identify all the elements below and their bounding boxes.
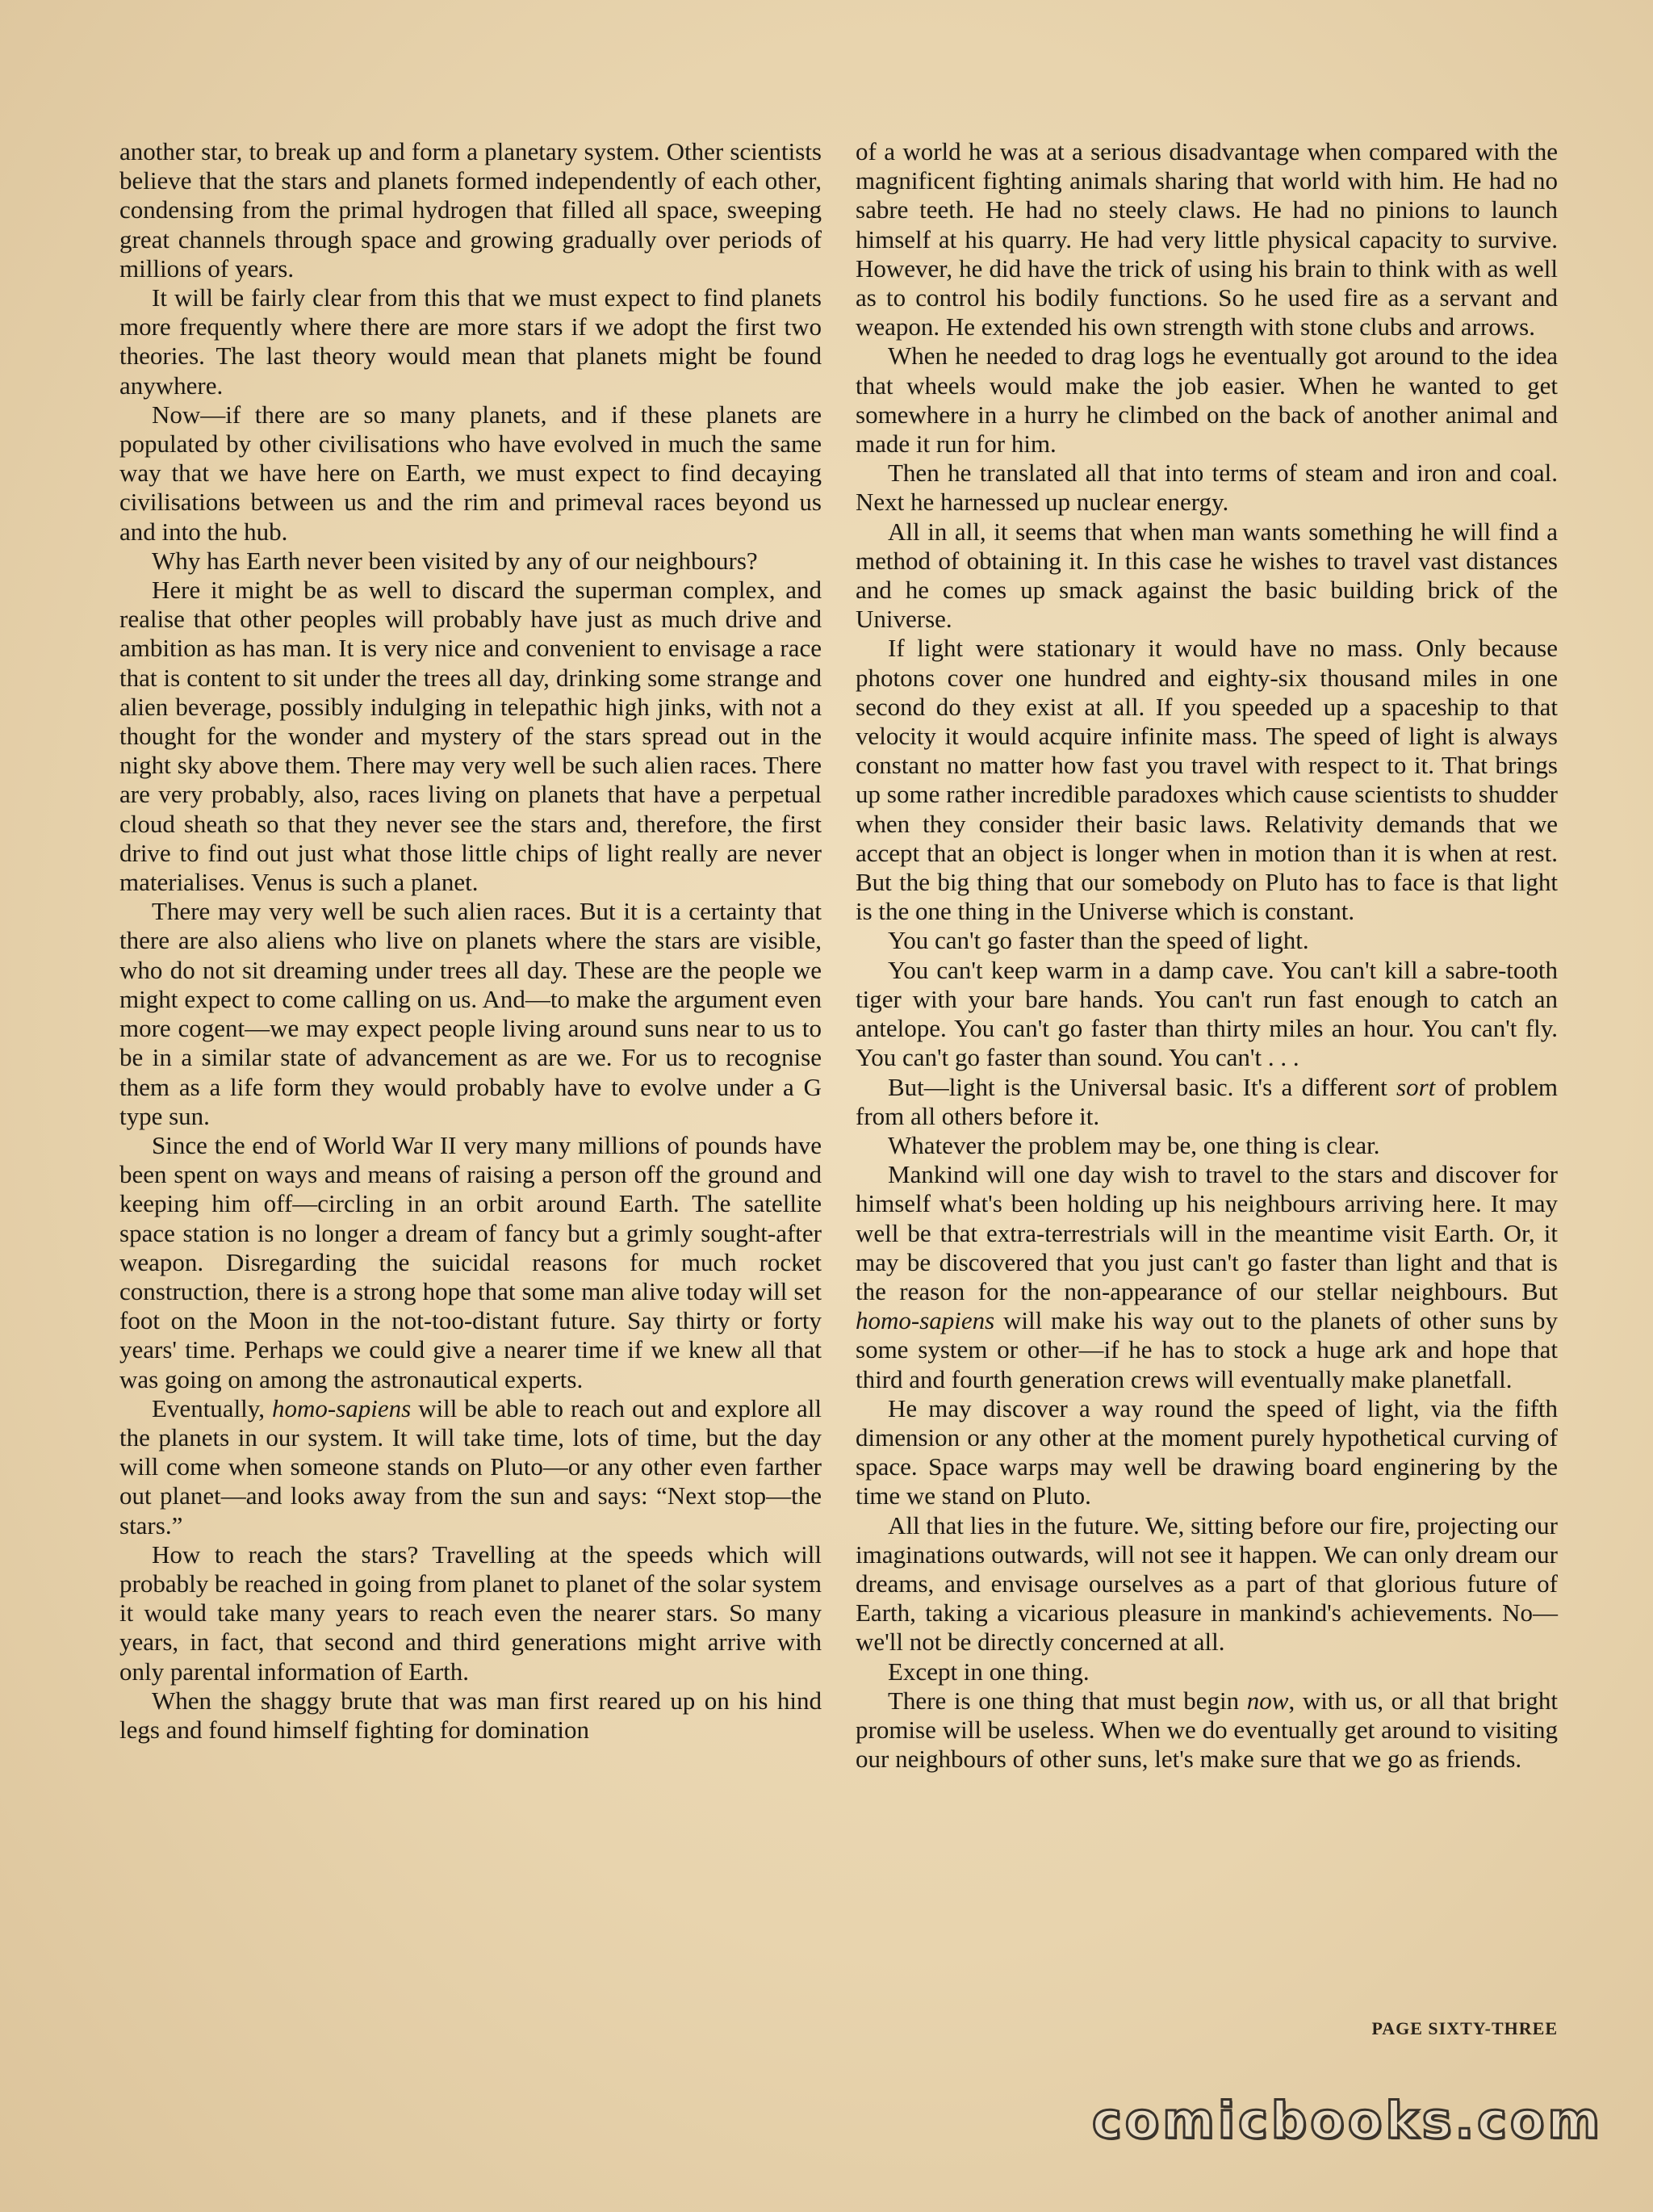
paragraph: How to reach the stars? Travelling at the speeds which will probably be reached in going from planet to planet of the solar system it would take many years to reach even the nearer stars. So many years, in fact, that second and third generations might arrive with only parental information of Earth. xyxy=(119,1540,822,1686)
paragraph: You can't keep warm in a damp cave. You can't kill a sabre-tooth tiger with your bare hands. You can't run fast enough to catch an antelope. You can't go faster than thirty miles an hour. You can't fly. You can't go faster than sound. You can't . . . xyxy=(856,955,1558,1072)
paragraph: Why has Earth never been visited by any of our neighbours? xyxy=(152,546,758,575)
text-run: of problem from all others before it. xyxy=(856,1072,1558,1130)
paragraph: There may very well be such alien races. But it is a certainty that there are also aliens who live on planets where the stars are visible, who do not sit dreaming under trees all day. These are the people we might expect to come calling on us. And—to make the argument even more cogent—we may expect people living around suns near to us to be in a similar state of advancement as are we. For us to recognise them as a life form they would probably have to evolve under a G type sun. xyxy=(119,897,822,1130)
paragraph: All in all, it seems that when man wants something he will find a method of obtaining it. In this case he wishes to travel vast distances and he comes up smack against the basic building brick of the Universe. xyxy=(856,517,1558,634)
emphasis-text: homo-sapiens xyxy=(271,1393,412,1422)
emphasis-text: homo-sapiens xyxy=(856,1306,995,1335)
paragraph: Whatever the problem may be, one thing is clear. xyxy=(888,1130,1380,1159)
page-number: PAGE SIXTY-THREE xyxy=(1371,2018,1558,2038)
paragraph: It will be fairly clear from this that we must expect to find planets more frequently where there are more stars if we adopt the first two theories. The last theory would mean that planets might be found anywhere. xyxy=(119,283,822,400)
paragraph xyxy=(856,1686,1558,1774)
text-run: Eventually, xyxy=(152,1393,272,1422)
paragraph: of a world he was at a serious disadvantage when compared with the magnificent fighting animals sharing that world with him. He had no sabre teeth. He had no steely claws. He had no pinions to launch himself at his quarry. He had very little physical capacity to survive. However, he did have the trick of using his brain to think with as well as to control his bodily functions. So he used fire as a servant and weapon. He extended his own strength with stone clubs and arrows. xyxy=(856,137,1558,341)
right-text-column xyxy=(856,137,1558,1774)
site-watermark: comicbooks.com xyxy=(1091,2091,1603,2150)
paragraph: He may discover a way round the speed of light, via the fifth dimension or any other at the moment purely hypothetical curving of space. Space warps may well be drawing board enginering by the time we stand on Pluto. xyxy=(856,1393,1558,1510)
paragraph xyxy=(856,1160,1558,1394)
text-run: will be able to reach out and explore all the planets in our system. It will take time, lots of time, but the day will come when someone stands on Pluto—or any other even farther out planet—and looks away from the sun and says: “Next stop—the stars.” xyxy=(119,1393,822,1540)
paragraph: Here it might be as well to discard the superman complex, and realise that other peoples will probably have just as much drive and ambition as has man. It is very nice and convenient to envisage a race that is content to sit under the trees all day, drinking some strange and alien beverage, possibly indulging in telepathic high jinks, with not a thought for the wonder and mystery of the stars spread out in the night sky above them. There may very well be such alien races. There are very probably, also, races living on planets that have a perpetual cloud sheath so that they never see the stars and, therefore, the first drive to find out just what those little chips of light really are never materialises. Venus is such a planet. xyxy=(119,576,822,897)
text-run: There is one thing that must begin xyxy=(888,1686,1247,1715)
paragraph xyxy=(856,1073,1558,1131)
paragraph: Since the end of World War II very many millions of pounds have been spent on ways and means of raising a person off the ground and keeping him off—circling in an orbit around Earth. The satellite space station is no longer a dream of fancy but a grimly sought-after weapon. Disregarding the suicidal reasons for much rocket construction, there is a strong hope that some man alive today will set foot on the Moon in the not-too-distant future. Say thirty or forty years' time. Perhaps we could give a nearer time if we knew all that was going on among the astronautical experts. xyxy=(119,1130,822,1393)
left-text-column xyxy=(119,137,822,1745)
paragraph: Now—if there are so many planets, and if these planets are populated by other civilisations who have evolved in much the same way that we have here on Earth, we must expect to find decaying civilisations between us and the rim and primeval races beyond us and into the hub. xyxy=(119,400,822,546)
paragraph: When he needed to drag logs he eventually got around to the idea that wheels would make the job easier. When he wanted to get somewhere in a hurry he climbed on the back of another animal and made it run for him. xyxy=(856,341,1558,459)
emphasis-text: now xyxy=(1246,1686,1289,1715)
paragraph: Except in one thing. xyxy=(888,1657,1090,1686)
text-run: will make his way out to the planets of other suns by some system or other—if he has to stock a huge ark and hope that third and fourth generation crews will eventually make planetfall. xyxy=(856,1306,1558,1393)
text-run: But—light is the Universal basic. It's a different xyxy=(888,1072,1397,1101)
paragraph: If light were stationary it would have no mass. Only because photons cover one hundred and eighty-six thousand miles in one second do they exist at all. If you speeded up a spaceship to that velocity it would acquire infinite mass. The speed of light is always constant no matter how fast you travel with respect to it. That brings up some rather incredible paradoxes which cause scientists to shudder when they consider their basic laws. Relativity demands that we accept that an object is longer when in motion than it is when at rest. But the big thing that our somebody on Pluto has to face is that light is the one thing in the Universe which is constant. xyxy=(856,634,1558,926)
paragraph: All that lies in the future. We, sitting before our fire, projecting our imaginations outwards, will not see it happen. We can only dream our dreams, and envisage ourselves as a part of that glorious future of Earth, taking a vicarious pleasure in mankind's achievements. No—we'll not be directly concerned at all. xyxy=(856,1510,1558,1657)
emphasis-text: sort xyxy=(1396,1072,1436,1101)
text-run: , with us, or all that bright promise will be useless. When we do eventually get around to visiting our neighbours of other suns, let's make sure that we go as friends. xyxy=(856,1686,1558,1774)
paragraph: Then he translated all that into terms of steam and iron and coal. Next he harnessed up nuclear energy. xyxy=(856,459,1558,517)
paragraph xyxy=(119,1394,822,1540)
paragraph: another star, to break up and form a planetary system. Other scientists believe that the stars and planets formed independently of each other, condensing from the primal hydrogen that filled all space, sweeping great channels through space and growing gradually over periods of millions of years. xyxy=(119,137,822,283)
paragraph: When the shaggy brute that was man first reared up on his hind legs and found himself fighting for domination xyxy=(119,1686,822,1744)
paragraph: You can't go faster than the speed of light. xyxy=(888,926,1309,955)
text-run: Mankind will one day wish to travel to the stars and discover for himself what's been holding up his neighbours arriving here. It may well be that extra-terrestrials will in the meantime visit Earth. Or, it may be discovered that you just can't go faster than light and that is the reason for the non-appearance of our stellar neighbours. But xyxy=(856,1160,1558,1305)
